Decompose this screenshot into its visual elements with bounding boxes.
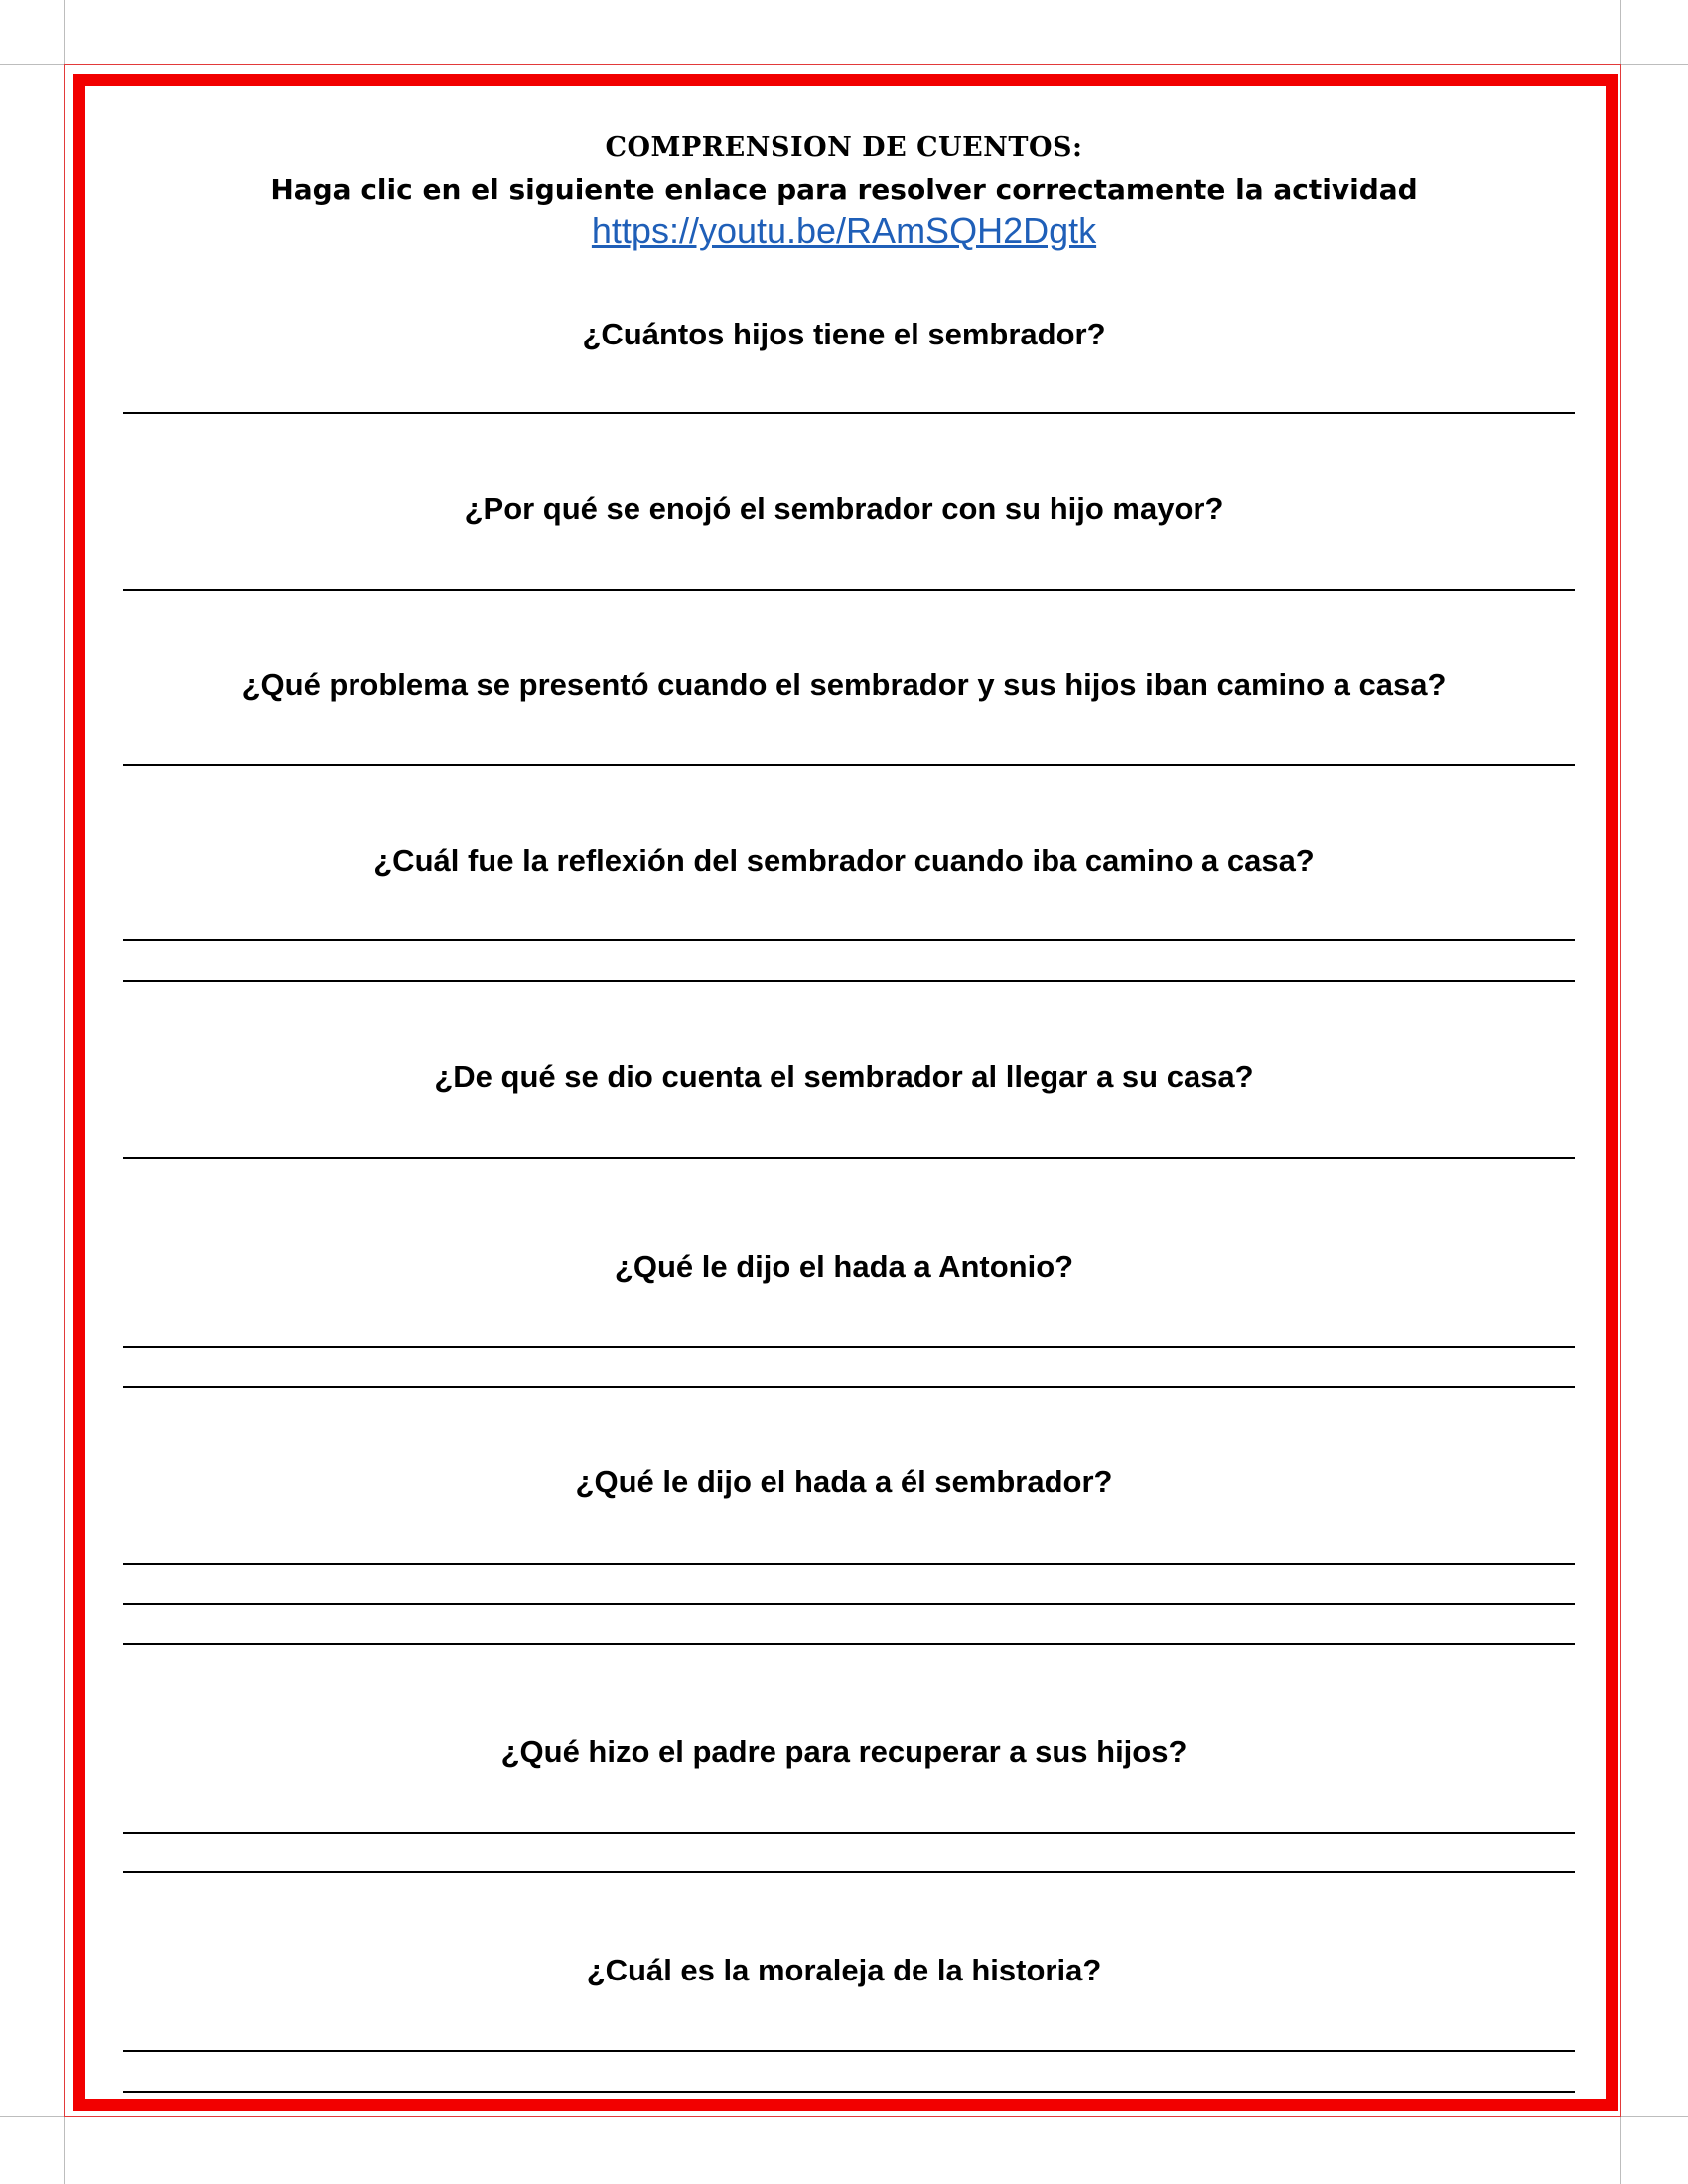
question-9: ¿Cuál es la moraleja de la historia? xyxy=(586,1953,1102,1987)
answer-line[interactable] xyxy=(123,1832,1575,1834)
answer-line[interactable] xyxy=(123,1603,1575,1605)
answer-line[interactable] xyxy=(123,939,1575,941)
question-6: ¿Qué le dijo el hada a Antonio? xyxy=(614,1249,1074,1284)
video-link[interactable]: https://youtu.be/RAmSQH2Dgtk xyxy=(591,210,1097,251)
answer-line[interactable] xyxy=(123,1157,1575,1159)
question-8: ¿Qué hizo el padre para recuperar a sus hijos? xyxy=(500,1734,1188,1769)
answer-line[interactable] xyxy=(123,1386,1575,1388)
question-2: ¿Por qué se enojó el sembrador con su hijo mayor? xyxy=(464,491,1224,526)
answer-line[interactable] xyxy=(123,764,1575,766)
answer-line[interactable] xyxy=(123,2091,1575,2093)
question-1: ¿Cuántos hijos tiene el sembrador? xyxy=(582,317,1106,351)
answer-line[interactable] xyxy=(123,1346,1575,1348)
worksheet-title: COMPRENSION DE CUENTOS: xyxy=(605,132,1083,163)
question-3: ¿Qué problema se presentó cuando el sembrador y sus hijos iban camino a casa? xyxy=(241,667,1447,702)
answer-line[interactable] xyxy=(123,2050,1575,2052)
answer-line[interactable] xyxy=(123,1563,1575,1565)
answer-line[interactable] xyxy=(123,1871,1575,1873)
answer-line[interactable] xyxy=(123,980,1575,982)
answer-line[interactable] xyxy=(123,1643,1575,1645)
question-7: ¿Qué le dijo el hada a él sembrador? xyxy=(575,1464,1113,1499)
worksheet-instruction: Haga clic en el siguiente enlace para resolver correctamente la actividad xyxy=(270,173,1418,205)
answer-line[interactable] xyxy=(123,589,1575,591)
answer-line[interactable] xyxy=(123,412,1575,414)
question-4: ¿Cuál fue la reflexión del sembrador cuando iba camino a casa? xyxy=(373,843,1315,878)
question-5: ¿De qué se dio cuenta el sembrador al llegar a su casa? xyxy=(434,1059,1254,1094)
